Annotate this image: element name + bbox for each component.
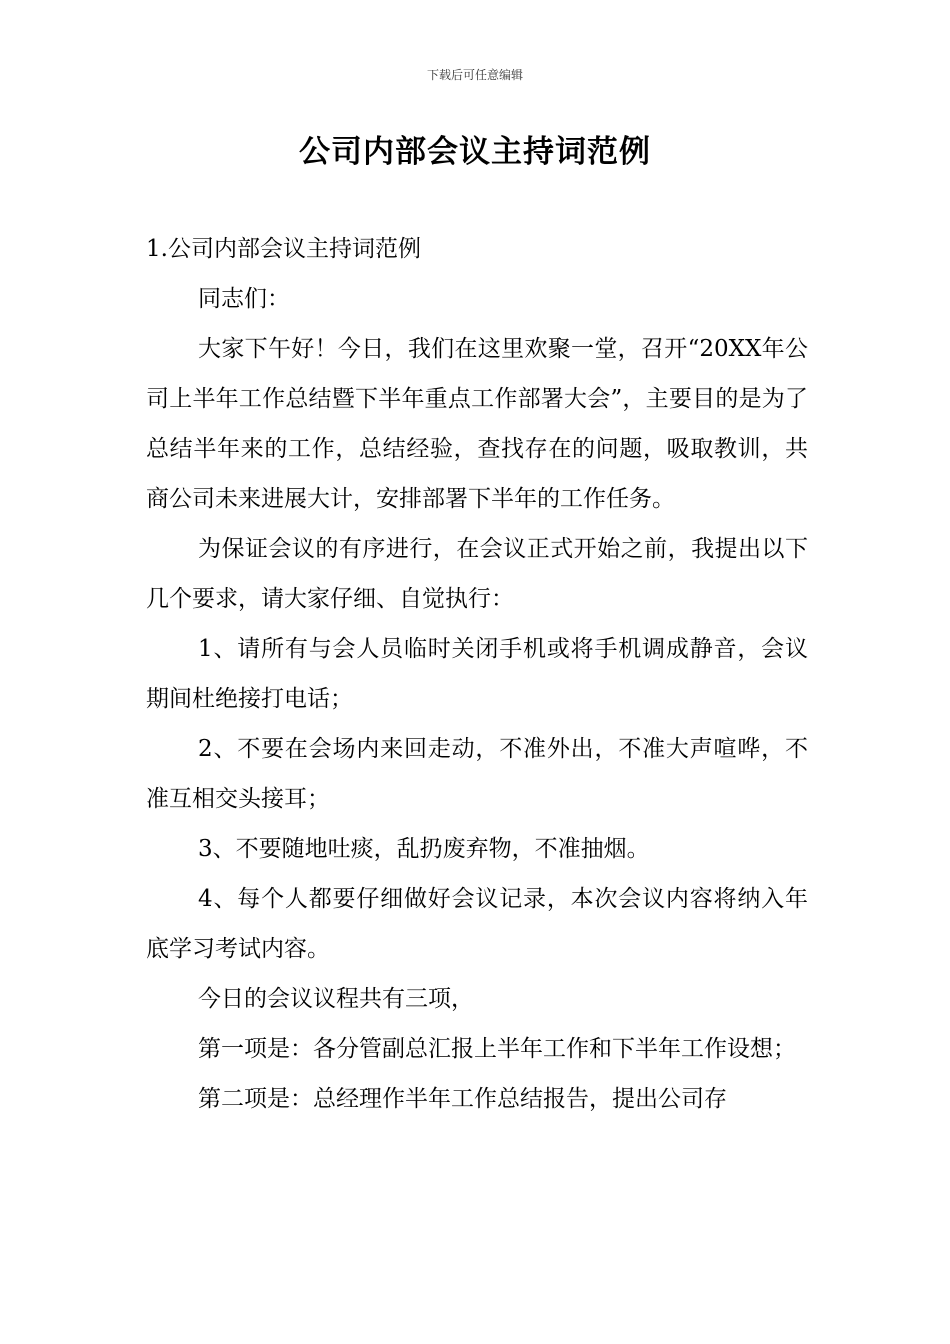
requirement-item-1: 1、请所有与会人员临时关闭手机或将手机调成静音，会议期间杜绝接打电话； (146, 636, 808, 712)
paragraph-opening: 大家下午好！今日，我们在这里欢聚一堂，召开“20XX年公司上半年工作总结暨下半年重点工作部署大会”，主要目的是为了总结半年来的工作，总结经验，查找存在的问题，吸取教训，共商公司未来进展大计，安排部署下半年的工作任务。 (146, 336, 808, 512)
requirement-item-2: 2、不要在会场内来回走动，不准外出，不准大声喧哗，不准互相交头接耳； (146, 736, 808, 812)
document-title: 公司内部会议主持词范例 (299, 134, 651, 170)
salutation: 同志们： (198, 286, 290, 312)
requirement-item-4: 4、每个人都要仔细做好会议记录，本次会议内容将纳入年底学习考试内容。 (146, 886, 808, 962)
document-body (146, 224, 808, 1124)
agenda-item-1: 第一项是：各分管副总汇报上半年工作和下半年工作设想； (198, 1036, 796, 1062)
agenda-intro: 今日的会议议程共有三项， (198, 986, 474, 1012)
section-heading: 1.公司内部会议主持词范例 (146, 236, 421, 262)
agenda-item-2: 第二项是：总经理作半年工作总结报告，提出公司存 (198, 1086, 727, 1112)
paragraph-requirements-intro: 为保证会议的有序进行，在会议正式开始之前，我提出以下几个要求，请大家仔细、自觉执行： (146, 536, 808, 612)
requirement-item-3: 3、不要随地吐痰，乱扔废弃物，不准抽烟。 (198, 836, 650, 862)
header-note: 下载后可任意编辑 (426, 68, 523, 82)
